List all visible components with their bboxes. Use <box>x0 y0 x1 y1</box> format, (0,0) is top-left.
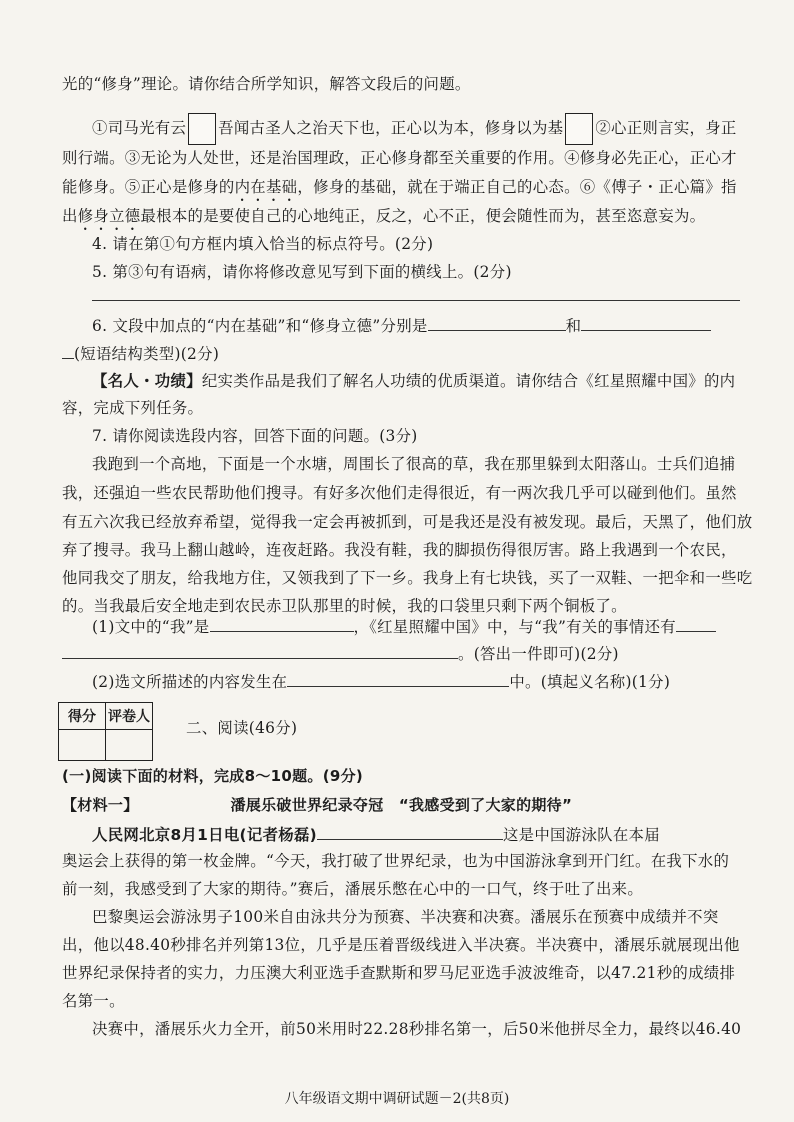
news-dateline: 人民网北京8月1日电(记者杨磊) <box>92 826 317 844</box>
passage-text: 最根本的是要使自己的心地纯正，反之，心不正，便会随性而为，甚至恣意妄为。 <box>140 207 706 225</box>
news-line-1 <box>92 823 742 845</box>
score-label: 得分 <box>59 703 106 730</box>
passage-text: ②心正则言实，身正 <box>595 119 737 137</box>
question-text: 和 <box>565 317 582 335</box>
material-1-header <box>62 795 742 815</box>
question-text: ，《红星照耀中国》中，与“我”有关的事情还有 <box>353 618 676 636</box>
grader-cell[interactable] <box>106 730 153 761</box>
passage-text: ①司马光有云 <box>92 119 187 137</box>
excerpt-line-2: 我，还强迫一些农民帮助他们搜寻。有好多次他们走得很近，有一两次我几乎可以碰到他们。虽然 <box>62 484 737 502</box>
news-line-6: 世界纪录保持者的实力，力压澳大利亚选手查默斯和罗马尼亚选手波波维奇，以47.21秒的成绩排 <box>62 964 736 982</box>
passage-line-1: 光的“修身”理论。请你结合所学知识，解答文段后的问题。 <box>62 75 471 93</box>
passage-line-4 <box>62 177 742 205</box>
news-text: 这是中国游泳队在本届 <box>502 826 660 844</box>
question-5: 5. 第③句有语病，请你将修改意见写到下面的横线上。(2分) <box>92 263 512 281</box>
answer-blank-q6-2[interactable] <box>581 314 711 331</box>
material-title: 潘展乐破世界纪录夺冠 “我感受到了大家的期待” <box>230 796 573 814</box>
question-4: 4. 请在第①句方框内填入恰当的标点符号。(2分) <box>92 235 434 253</box>
passage-text: 出 <box>62 207 78 225</box>
passage-line-3: 则行端。③无论为人处世，还是治国理政，正心修身都至关重要的作用。④修身必先正心，正心才 <box>62 149 737 167</box>
question-text: 6. 文段中加点的“内在基础”和“修身立德”分别是 <box>92 317 428 335</box>
answer-box-1[interactable] <box>188 113 216 145</box>
score-cell[interactable] <box>59 730 106 761</box>
question-text: (2)选文所描述的内容发生在 <box>92 673 288 691</box>
question-text: 。(答出一件即可)(2分) <box>458 645 619 663</box>
news-line-7: 名第一。 <box>62 992 125 1010</box>
question-6-cont <box>62 342 742 364</box>
question-6 <box>92 314 742 336</box>
answer-line-q5[interactable] <box>92 300 740 301</box>
question-7-1-cont <box>62 642 742 664</box>
answer-blank-news[interactable] <box>317 823 503 840</box>
excerpt-line-5: 他同我交了朋友，给我地方住，又领我到了下一乡。我身上有七块钱，买了一双鞋、一把伞和一些吃 <box>62 569 753 587</box>
passage-text: 能修身。⑤正心是修身的 <box>62 178 235 196</box>
excerpt-line-1: 我跑到一个高地，下面是一个水塘，周围长了很高的草，我在那里躲到太阳落山。士兵们追捕 <box>92 455 736 473</box>
answer-box-2[interactable] <box>565 113 593 145</box>
dotted-phrase-inner-foundation: 内在基础 <box>234 178 298 196</box>
excerpt-line-3: 有五六次我已经放弃希望，觉得我一定会再被抓到，可是我还是没有被发现。最后，天黑了，他们放 <box>62 513 753 531</box>
section-label-famous: 【名人・功绩】 <box>92 372 202 390</box>
famous-section-line-1 <box>92 371 742 391</box>
answer-blank-q7-1c[interactable] <box>62 642 458 659</box>
excerpt-line-4: 弃了搜寻。我马上翻山越岭，连夜赶路。我没有鞋，我的脚损伤得很厉害。路上我遇到一个农民， <box>62 541 737 559</box>
news-line-3: 前一刻，我感受到了大家的期待。”赛后，潘展乐憋在心中的一口气，终于吐了出来。 <box>62 880 644 898</box>
news-line-2: 奥运会上获得的第一枚金牌。“今天，我打破了世界纪录，也为中国游泳拿到开门红。在我下水的 <box>62 852 730 870</box>
news-line-8: 决赛中，潘展乐火力全开，前50米用时22.28秒排名第一，后50米他拼尽全力，最终以46.40 <box>92 1020 742 1038</box>
news-line-5: 出，他以48.40秒排名并列第13位，几乎是压着晋级线进入半决赛。半决赛中，潘展乐就展现出他 <box>62 936 740 954</box>
answer-blank-q6-3[interactable] <box>62 342 74 359</box>
dotted-phrase-self-cultivation: 修身立德 <box>77 207 141 225</box>
question-7: 7. 请你阅读选段内容，回答下面的问题。(3分) <box>92 427 418 445</box>
grader-label: 评卷人 <box>106 703 153 730</box>
question-text: 中。(填起义名称)(1分) <box>509 673 671 691</box>
answer-blank-q6-1[interactable] <box>428 314 566 331</box>
question-text: (1)文中的“我”是 <box>92 618 210 636</box>
passage-line-2 <box>92 113 742 145</box>
page-footer: 八年级语文期中调研试题－2(共8页) <box>284 1091 510 1107</box>
passage-text: ，修身的基础，就在于端正自己的心态。⑥《傅子・正心篇》指 <box>297 178 737 196</box>
question-7-2 <box>92 670 742 692</box>
answer-blank-q7-1a[interactable] <box>210 615 354 632</box>
question-text: (短语结构类型)(2分) <box>74 345 220 363</box>
passage-line-5 <box>62 206 742 234</box>
section-text: 纪实类作品是我们了解名人功绩的优质渠道。请你结合《红星照耀中国》的内 <box>201 372 736 390</box>
answer-blank-q7-1b[interactable] <box>676 615 716 632</box>
subsection-1-heading: (一)阅读下面的材料，完成8～10题。(9分) <box>62 767 364 785</box>
score-table <box>58 702 153 761</box>
section-2-heading: 二、阅读(46分) <box>186 719 298 737</box>
news-line-4: 巴黎奥运会游泳男子100米自由泳共分为预赛、半决赛和决赛。潘展乐在预赛中成绩并不突 <box>92 908 719 926</box>
excerpt-line-6: 的。当我最后安全地走到农民赤卫队那里的时候，我的口袋里只剩下两个铜板了。 <box>62 597 627 615</box>
material-label: 【材料一】 <box>62 796 139 814</box>
passage-text: 吾闻古圣人之治天下也，正心以为本，修身以为基 <box>218 119 564 137</box>
famous-section-line-2: 容，完成下列任务。 <box>62 399 204 417</box>
question-7-1 <box>92 615 742 637</box>
answer-blank-q7-2[interactable] <box>287 670 509 687</box>
